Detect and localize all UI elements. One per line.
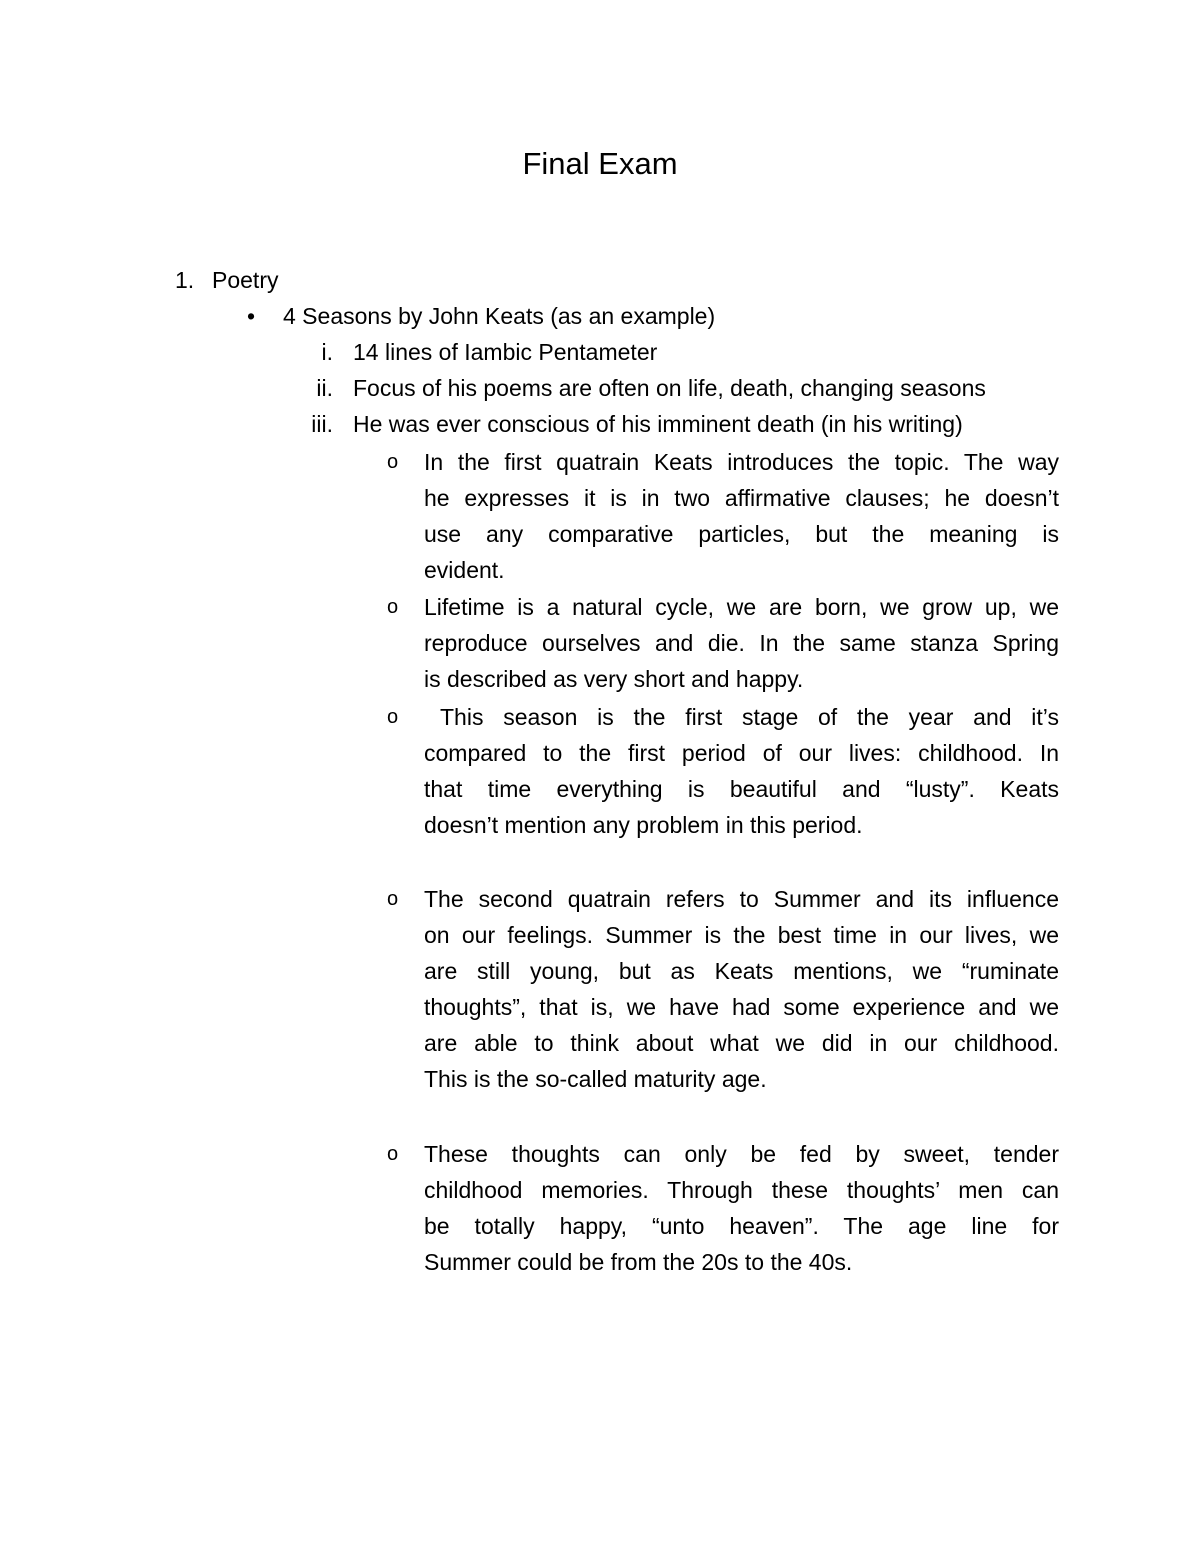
sub-point-marker: o	[387, 596, 399, 618]
paragraph-line: is described as very short and happy.	[424, 666, 804, 692]
sub-point-paragraph-continued	[424, 735, 1059, 843]
paragraph-line: childhood memories. Through these thoughts’ men can	[424, 1177, 1059, 1203]
point-marker: i.	[321, 339, 333, 365]
paragraph-line: This is the so-called maturity age.	[424, 1066, 767, 1092]
point-marker: iii.	[311, 411, 333, 437]
point-marker: ii.	[316, 375, 333, 401]
paragraph-line: are able to think about what we did in our childhood.	[424, 1030, 1059, 1056]
paragraph-line: evident.	[424, 557, 505, 583]
sub-point-marker: o	[387, 1143, 399, 1165]
sub-point-marker: o	[387, 888, 399, 910]
sub-point-marker: o	[387, 706, 399, 728]
sub-point-paragraph	[424, 881, 1059, 1097]
paragraph-line: be totally happy, “unto heaven”. The age line for	[424, 1213, 1059, 1239]
point-text: He was ever conscious of his imminent death (in his writing)	[353, 411, 963, 437]
paragraph-line: thoughts”, that is, we have had some experience and we	[424, 994, 1059, 1020]
paragraph-line: The second quatrain refers to Summer and its influence	[424, 886, 1059, 912]
bullet-text: 4 Seasons by John Keats (as an example)	[283, 303, 716, 329]
sub-point-marker: o	[387, 451, 399, 473]
sub-point-paragraph	[424, 1136, 1059, 1280]
section-label: Poetry	[212, 267, 279, 293]
paragraph-line: Lifetime is a natural cycle, we are born, we grow up, we	[424, 594, 1059, 620]
paragraph-line: on our feelings. Summer is the best time in our lives, we	[424, 922, 1059, 948]
paragraph-line: In the first quatrain Keats introduces the topic. The way	[424, 449, 1059, 475]
paragraph-line: These thoughts can only be fed by sweet, tender	[424, 1141, 1059, 1167]
paragraph-line: compared to the first period of our lives: childhood. In	[424, 740, 1059, 766]
paragraph-line: doesn’t mention any problem in this period.	[424, 812, 863, 838]
paragraph-line: that time everything is beautiful and “lusty”. Keats	[424, 776, 1059, 802]
sub-point-paragraph	[424, 444, 1059, 588]
sub-point-paragraph	[424, 589, 1059, 697]
paragraph-line: use any comparative particles, but the meaning is	[424, 521, 1059, 547]
paragraph-line: are still young, but as Keats mentions, we “ruminate	[424, 958, 1059, 984]
point-text: Focus of his poems are often on life, death, changing seasons	[353, 375, 986, 401]
paragraph-line: This season is the first stage of the year and it’s	[440, 704, 1059, 730]
paragraph-line: he expresses it is in two affirmative clauses; he doesn’t	[424, 485, 1059, 511]
paragraph-line: Summer could be from the 20s to the 40s.	[424, 1249, 853, 1275]
section-number: 1.	[175, 267, 195, 293]
paragraph-line: reproduce ourselves and die. In the same stanza Spring	[424, 630, 1059, 656]
point-text: 14 lines of Iambic Pentameter	[353, 339, 658, 365]
sub-point-paragraph	[440, 699, 1059, 735]
bullet-marker: •	[247, 303, 256, 329]
page-title: Final Exam	[522, 146, 678, 181]
